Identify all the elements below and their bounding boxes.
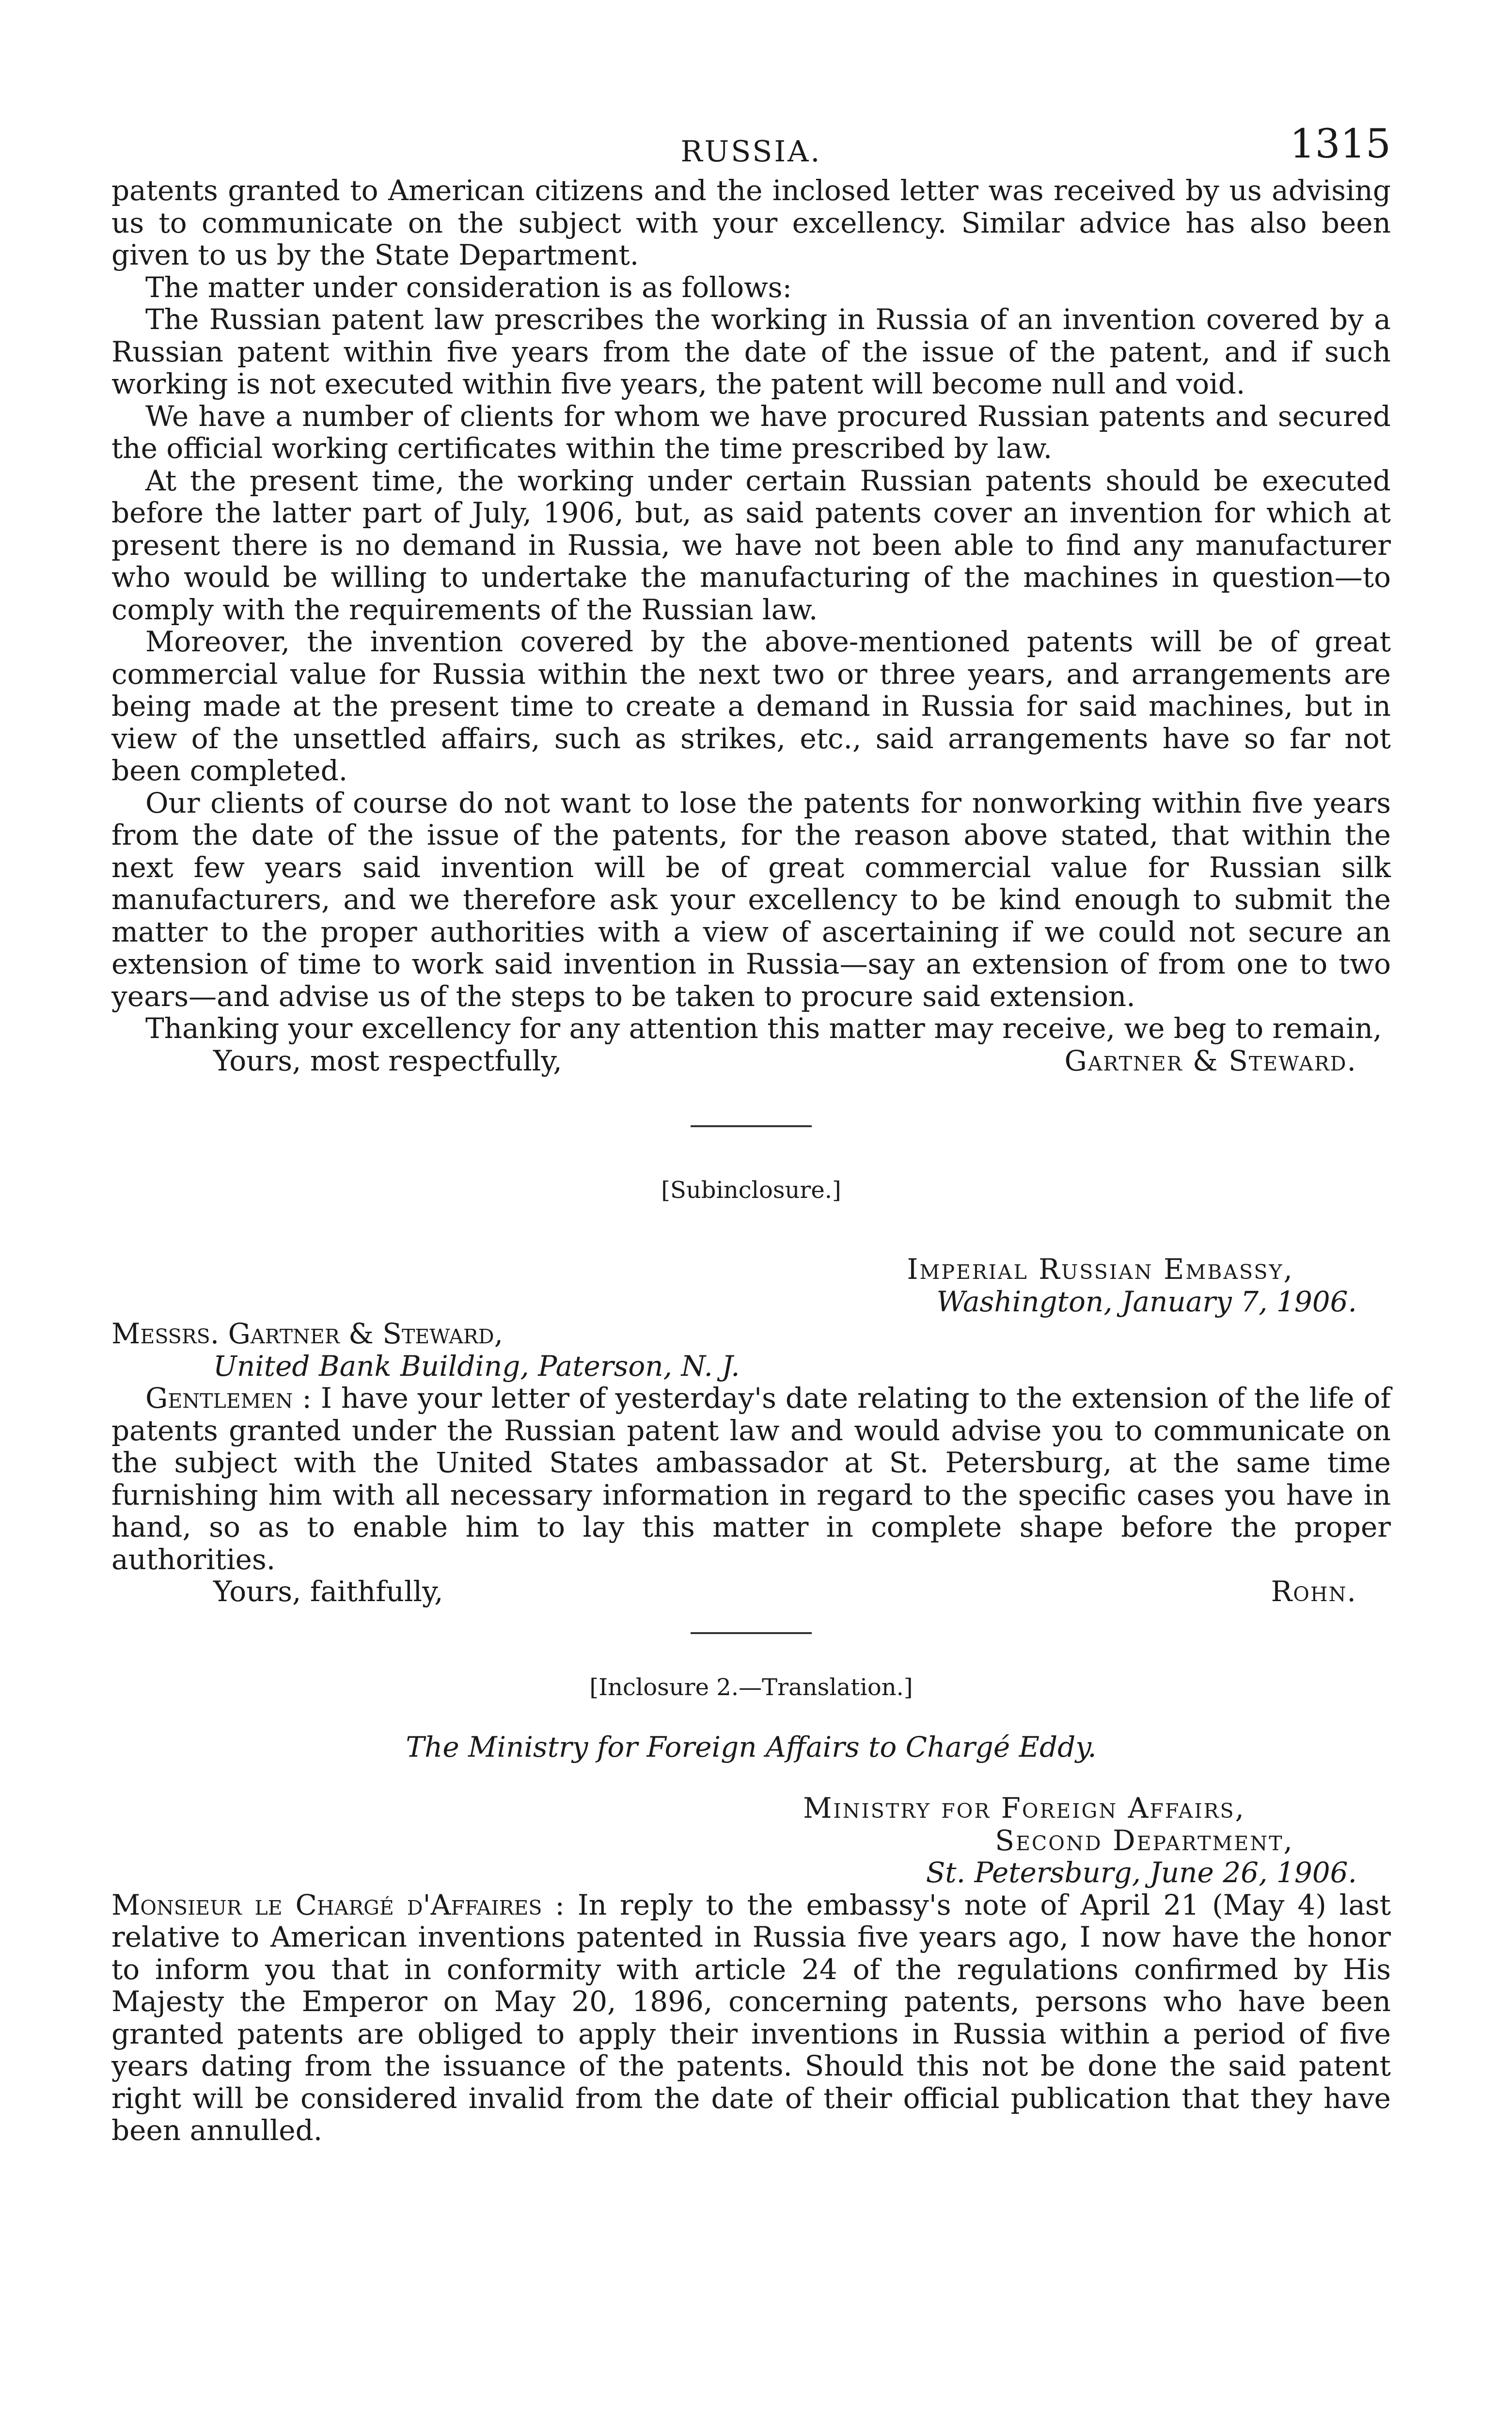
signature: Gartner & Steward. xyxy=(1064,1044,1357,1077)
addressee xyxy=(111,1318,1391,1382)
salutation: Monsieur le Chargé d'Affaires : xyxy=(111,1888,565,1921)
paragraph: The Russian patent law prescribes the working in Russia of an invention covered by a Russian patent within five years from the date of the issue of the patent, and if such working is not executed within five years, the patent will become null and void. xyxy=(111,303,1391,400)
paragraph: Our clients of course do not want to lose the patents for nonworking within five years from the date of the issue of the patents, for the reason above stated, that within the next few years said invention will be of great commercial value for Russian silk manufacturers, and we therefore ask your excellency to be kind enough to submit the matter to the proper authorities with a view of ascertaining if we could not secure an extension of time to work said invention in Russia—say an extension of from one to two years—and advise us of the steps to be taken to procure said extension. xyxy=(111,786,1391,1013)
sender-line: Imperial Russian Embassy, xyxy=(907,1253,1294,1286)
paragraph: We have a number of clients for whom we have procured Russian patents and secured the official working certificates within the time prescribed by law. xyxy=(111,399,1391,465)
body-text: I have your letter of yesterday's date relating to the extension of the life of patents granted under the Russian patent law and would advise you to communicate on the subject with the United States ambassador at St. Petersburg, at the same time furnishing him with all necessary information in regard to the specific cases you have in hand, so as to enable him to lay this matter in complete shape before the proper authorities. xyxy=(111,1382,1391,1576)
closing-phrase: Yours, faithfully, xyxy=(213,1575,443,1608)
inclosure-heading: [Inclosure 2.—Translation.] xyxy=(589,1673,913,1701)
addressee-name: Messrs. Gartner & Steward, xyxy=(111,1317,504,1350)
letter-body xyxy=(111,1382,1391,1575)
subinclosure-heading: [Subinclosure.] xyxy=(661,1177,841,1204)
letter-closing xyxy=(111,1575,1391,1608)
sender-date: St. Petersburg, June 26, 1906. xyxy=(926,1856,1357,1889)
inclosure-2 xyxy=(111,1673,1391,2147)
document-page xyxy=(111,121,1391,2147)
letter-body xyxy=(111,1889,1391,2147)
sender-address xyxy=(111,1792,1391,1889)
paragraph: The matter under consideration is as follows: xyxy=(145,270,792,304)
signature: Rohn. xyxy=(1271,1575,1357,1608)
sender-line: Ministry for Foreign Affairs, xyxy=(803,1792,1245,1825)
document-title: The Ministry for Foreign Affairs to Chargé Eddy. xyxy=(406,1730,1097,1763)
paragraph: patents granted to American citizens and the inclosed letter was received by us advising us to communicate on the subject with your excellency. Similar advice has also been given to us by the State Department. xyxy=(111,174,1391,271)
running-head: RUSSIA. xyxy=(680,135,822,169)
body-text: In reply to the embassy's note of April 21 (May 4) last relative to American inventions patented in Russia five years ago, I now have the honor to inform you that in conformity with article 24 of the regulations confirmed by His Majesty the Emperor on May 20, 1896, concerning patents, persons who have been granted patents are obliged to apply their inventions in Russia within a period of five years dating from the issuance of the patents. Should this not be done the said patent right will be considered invalid from the date of their official publication that they have been annulled. xyxy=(111,1888,1391,2147)
sender-date: Washington, January 7, 1906. xyxy=(936,1285,1357,1318)
letter-closing xyxy=(111,1045,1391,1077)
page-number: 1315 xyxy=(1290,121,1391,167)
addressee-address: United Bank Building, Paterson, N. J. xyxy=(213,1349,740,1383)
sender-line: Second Department, xyxy=(995,1824,1294,1857)
subinclosure xyxy=(111,1176,1391,1608)
closing-phrase: Yours, most respectfully, xyxy=(213,1044,562,1077)
paragraph: Thanking your excellency for any attention this matter may receive, we beg to remain, xyxy=(145,1012,1382,1045)
letter-gartner-steward xyxy=(111,174,1391,1077)
page-header xyxy=(111,121,1391,174)
paragraph: Moreover, the invention covered by the above-mentioned patents will be of great commercial value for Russia within the next two or three years, and arrangements are being made at the present time to create a demand in Russia for said machines, but in view of the unsettled affairs, such as strikes, etc., said arrangements have so far not been completed. xyxy=(111,625,1391,787)
sender-address xyxy=(111,1253,1391,1318)
salutation: Gentlemen : xyxy=(145,1382,312,1415)
paragraph: At the present time, the working under certain Russian patents should be executed before the latter part of July, 1906, but, as said patents cover an invention for which at present there is no demand in Russia, we have not been able to find any manufacturer who would be willing to undertake the manufacturing of the machines in question—to comply with the requirements of the Russian law. xyxy=(111,464,1391,626)
